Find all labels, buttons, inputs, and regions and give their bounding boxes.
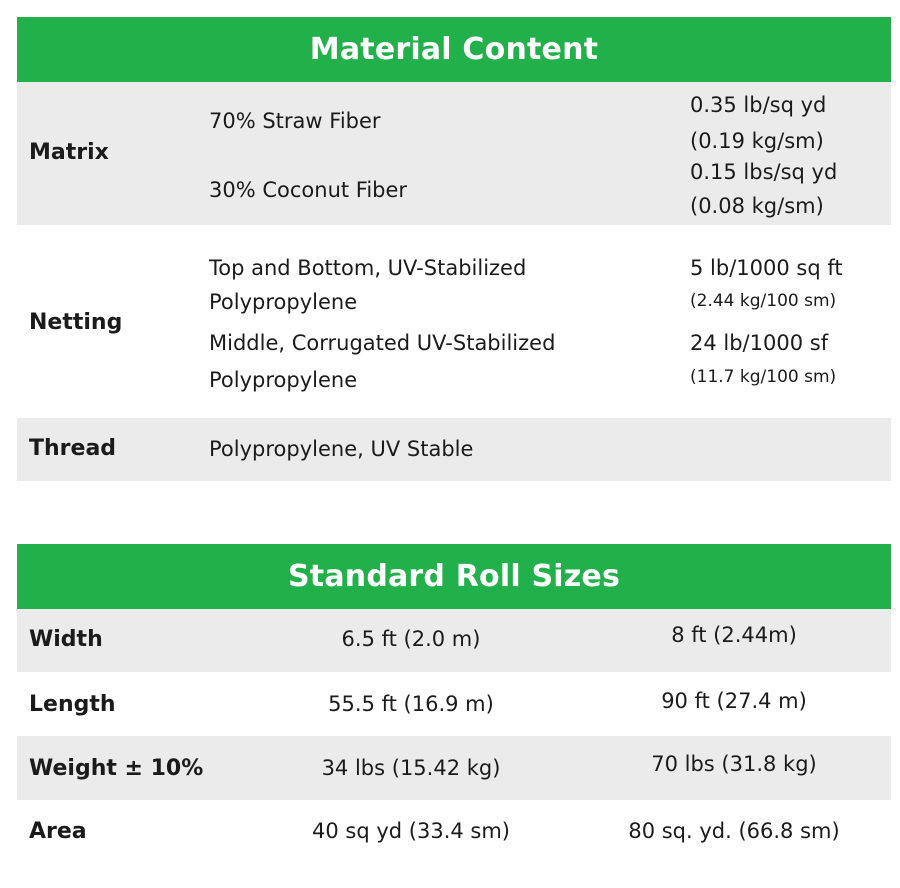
thread-row — [17, 418, 891, 481]
roll-size-col2: 80 sq. yd. (66.8 sm) — [628, 819, 840, 843]
row-label: Weight ± 10% — [29, 756, 204, 781]
netting-item-metric: (2.44 kg/100 sm) — [690, 291, 837, 311]
thread-label: Thread — [29, 436, 117, 461]
matrix-item-value: 0.15 lbs/sq yd — [690, 160, 838, 184]
table-row — [17, 609, 891, 672]
table-row — [17, 672, 891, 736]
roll-size-col1: 55.5 ft (16.9 m) — [328, 692, 494, 716]
matrix-item-name: 70% Straw Fiber — [209, 109, 381, 133]
material-content-title: Material Content — [309, 32, 599, 67]
roll-size-col1: 6.5 ft (2.0 m) — [341, 627, 481, 651]
thread-value: Polypropylene, UV Stable — [209, 437, 474, 461]
matrix-item-value: 0.35 lb/sq yd — [690, 93, 827, 117]
row-label: Width — [29, 627, 103, 652]
roll-sizes-title: Standard Roll Sizes — [287, 559, 621, 594]
table-row — [17, 736, 891, 800]
netting-row — [17, 225, 891, 418]
roll-size-col2: 8 ft (2.44m) — [671, 623, 797, 647]
netting-item-metric: (11.7 kg/100 sm) — [690, 367, 837, 387]
netting-item-name: Polypropylene — [209, 368, 358, 392]
matrix-item-metric: (0.19 kg/sm) — [690, 129, 824, 153]
netting-item-name: Middle, Corrugated UV-Stabilized — [209, 331, 556, 355]
netting-item-value: 24 lb/1000 sf — [690, 331, 829, 355]
roll-sizes-header — [17, 544, 891, 609]
roll-size-col2: 90 ft (27.4 m) — [661, 689, 807, 713]
matrix-item-name: 30% Coconut Fiber — [209, 178, 408, 202]
row-label: Length — [29, 692, 116, 717]
roll-size-col1: 34 lbs (15.42 kg) — [321, 756, 501, 780]
netting-label: Netting — [29, 310, 123, 335]
matrix-item-metric: (0.08 kg/sm) — [690, 194, 824, 218]
matrix-row — [17, 82, 891, 225]
netting-item-name: Top and Bottom, UV-Stabilized — [209, 256, 527, 280]
roll-size-col2: 70 lbs (31.8 kg) — [651, 752, 817, 776]
netting-item-name: Polypropylene — [209, 290, 358, 314]
netting-item-value: 5 lb/1000 sq ft — [690, 256, 843, 280]
material-content-header — [17, 17, 891, 82]
roll-size-col1: 40 sq yd (33.4 sm) — [312, 819, 510, 843]
table-row — [17, 800, 891, 863]
matrix-label: Matrix — [29, 140, 109, 165]
row-label: Area — [29, 819, 87, 844]
